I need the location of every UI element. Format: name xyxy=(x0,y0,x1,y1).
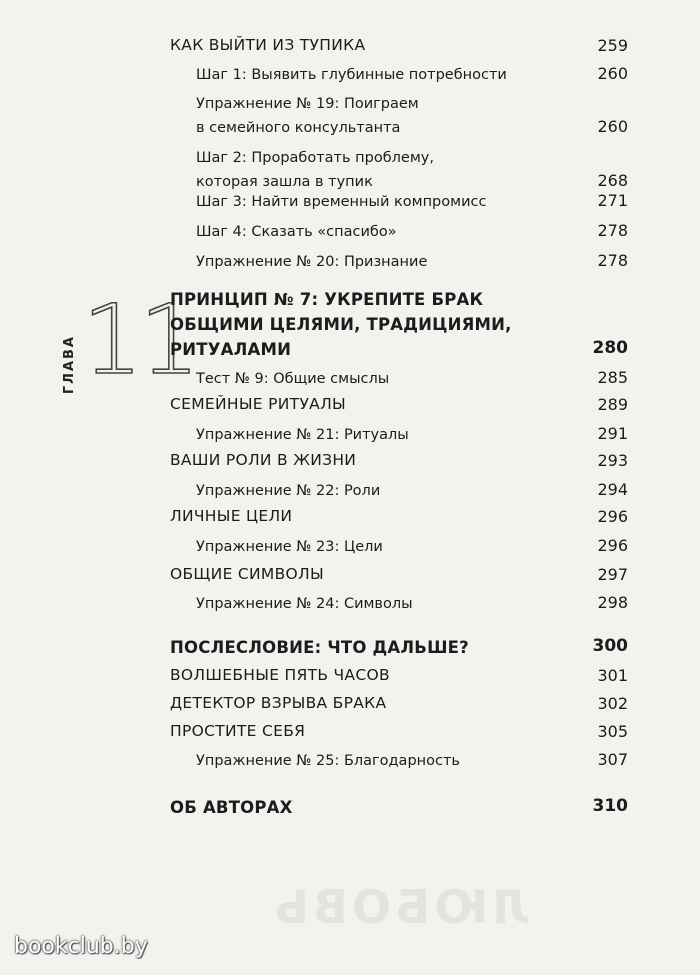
toc-entry-title: Упражнение № 23: Цели xyxy=(196,539,383,555)
toc-entry-page: 260 xyxy=(597,64,628,83)
toc-entry-page: 310 xyxy=(592,796,628,816)
toc-entry-title: ПРИНЦИП № 7: УКРЕПИТЕ БРАК xyxy=(170,290,484,309)
toc-entry-title: Шаг 3: Найти временный компромисс xyxy=(196,194,487,210)
chapter-label: ГЛАВА xyxy=(62,335,77,395)
toc-entry-page: 305 xyxy=(597,722,628,741)
toc-entry-page: 301 xyxy=(597,666,628,685)
toc-entry-page: 260 xyxy=(597,117,628,136)
toc-entry-title: которая зашла в тупик xyxy=(196,174,373,190)
toc-entry-page: 271 xyxy=(597,191,628,210)
toc-entry-title: ОБ АВТОРАХ xyxy=(170,798,293,817)
toc-entry-page: 259 xyxy=(597,36,628,55)
toc-entry-title: ДЕТЕКТОР ВЗРЫВА БРАКА xyxy=(170,694,387,712)
toc-entry-title: РИТУАЛАМИ xyxy=(170,340,292,359)
toc-entry-page: 297 xyxy=(597,565,628,584)
toc-entry-title: Упражнение № 25: Благодарность xyxy=(196,753,460,769)
toc-entry-page: 278 xyxy=(597,251,628,270)
toc-entry-page: 291 xyxy=(597,424,628,443)
site-watermark: bookclub.by xyxy=(14,934,148,959)
chapter-number: 11 xyxy=(82,284,197,396)
toc-entry-page: 289 xyxy=(597,395,628,414)
toc-entry-page: 296 xyxy=(597,507,628,526)
toc-entry-title: ПОСЛЕСЛОВИЕ: ЧТО ДАЛЬШЕ? xyxy=(170,638,469,657)
toc-entry-title: ОБЩИЕ СИМВОЛЫ xyxy=(170,565,324,583)
toc-entry-page: 293 xyxy=(597,451,628,470)
toc-entry-page: 302 xyxy=(597,694,628,713)
toc-entry-title: ОБЩИМИ ЦЕЛЯМИ, ТРАДИЦИЯМИ, xyxy=(170,315,512,334)
toc-entry-page: 300 xyxy=(592,636,628,656)
toc-entry-page: 285 xyxy=(597,368,628,387)
toc-entry-title: ВАШИ РОЛИ В ЖИЗНИ xyxy=(170,451,357,469)
toc-entry-title: Упражнение № 19: Поиграем xyxy=(196,96,419,112)
toc-entry-title: в семейного консультанта xyxy=(196,120,401,136)
toc-entry-page: 307 xyxy=(597,750,628,769)
toc-entry-title: Упражнение № 21: Ритуалы xyxy=(196,427,409,443)
toc-entry-page: 294 xyxy=(597,480,628,499)
toc-entry-title: Шаг 2: Проработать проблему, xyxy=(196,150,434,166)
toc-entry-title: КАК ВЫЙТИ ИЗ ТУПИКА xyxy=(170,36,366,54)
toc-entry-page: 278 xyxy=(597,221,628,240)
toc-entry-title: ЛИЧНЫЕ ЦЕЛИ xyxy=(170,507,293,525)
toc-entry-title: Шаг 1: Выявить глубинные потребности xyxy=(196,67,507,83)
toc-entry-title: ПРОСТИТЕ СЕБЯ xyxy=(170,722,306,740)
toc-entry-page: 296 xyxy=(597,536,628,555)
toc-entry-title: СЕМЕЙНЫЕ РИТУАЛЫ xyxy=(170,395,347,413)
toc-entry-title: Упражнение № 22: Роли xyxy=(196,483,381,499)
toc-entry-page: 280 xyxy=(592,338,628,358)
toc-entry-page: 268 xyxy=(597,171,628,190)
toc-entry-title: Тест № 9: Общие смыслы xyxy=(196,371,390,387)
toc-entry-title: Шаг 4: Сказать «спасибо» xyxy=(196,224,397,240)
toc-entry-title: Упражнение № 24: Символы xyxy=(196,596,413,612)
toc-entry-title: Упражнение № 20: Признание xyxy=(196,254,428,270)
toc-entry-page: 298 xyxy=(597,593,628,612)
toc-entry-title: ВОЛШЕБНЫЕ ПЯТЬ ЧАСОВ xyxy=(170,666,390,684)
bleed-through-text: ЛЮБОВЬ xyxy=(269,880,531,934)
